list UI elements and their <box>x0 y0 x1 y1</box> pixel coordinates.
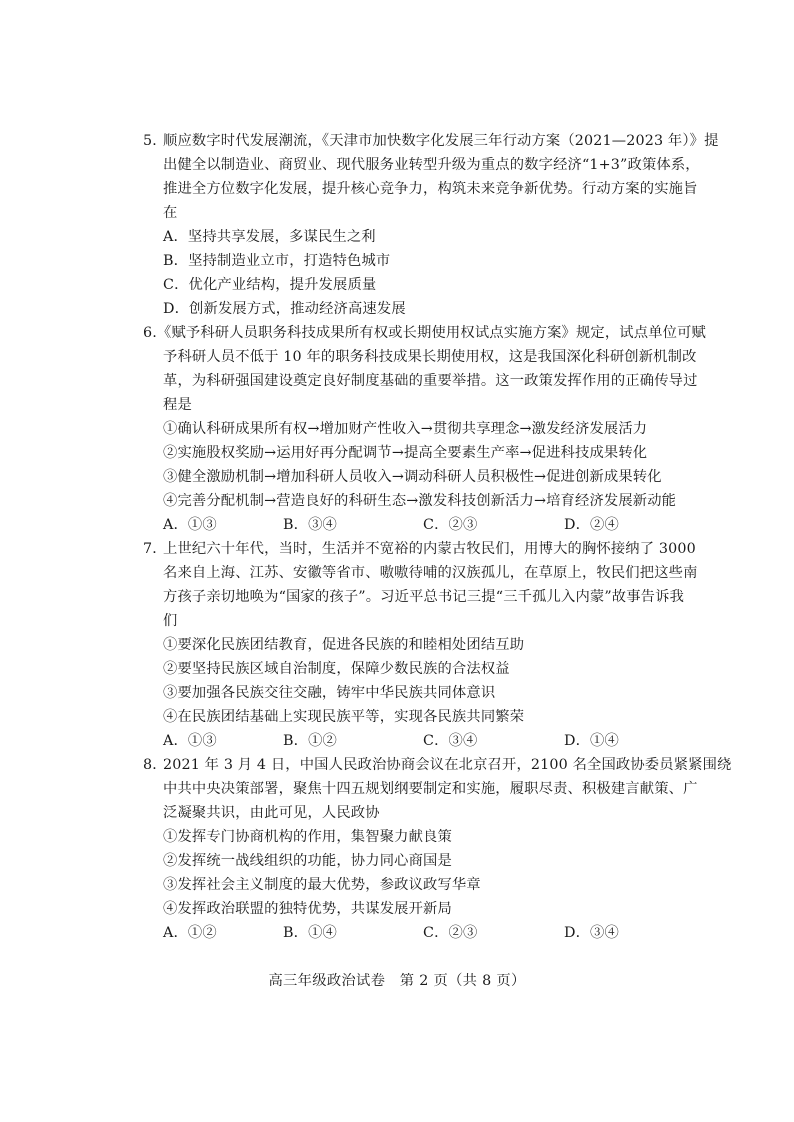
question-5-option-d: D．创新发展方式，推动经济高速发展 <box>163 301 406 317</box>
question-5-stem-line-1: 顺应数字时代发展潮流，《天津市加快数字化发展三年行动方案（2021—2023 年）》提 <box>163 133 719 149</box>
question-6-item-1: ①确认科研成果所有权→增加财产性收入→贯彻共享理念→激发经济发展活力 <box>163 421 648 437</box>
question-6-number: 6. <box>143 325 157 341</box>
question-7-option-c: C．③④ <box>423 733 478 749</box>
question-8-item-1: ①发挥专门协商机构的作用，集智聚力献良策 <box>163 829 452 845</box>
question-5-number: 5． <box>143 133 167 149</box>
question-8-stem-line-1: 2021 年 3 月 4 日，中国人民政治协商会议在北京召开，2100 名全国政协委员紧紧围绕 <box>163 757 732 773</box>
question-5-option-b: B．坚持制造业立市，打造特色城市 <box>163 253 391 269</box>
question-7-item-2: ②要坚持民族区域自治制度，保障少数民族的合法权益 <box>163 661 510 677</box>
page-footer: 高三年级政治试卷 第 2 页（共 8 页） <box>268 973 526 989</box>
question-7-item-3: ③要加强各民族交往交融，铸牢中华民族共同体意识 <box>163 685 496 701</box>
question-7-number: 7． <box>143 541 167 557</box>
question-7-stem-line-4: 们 <box>163 613 178 629</box>
question-6-item-3: ③健全激励机制→增加科研人员收入→调动科研人员积极性→促进创新成果转化 <box>163 469 662 485</box>
question-8-stem-line-3: 泛凝聚共识，由此可见，人民政协 <box>163 805 380 821</box>
question-7-option-a: A．①③ <box>163 733 217 749</box>
question-6-item-2: ②实施股权奖励→运用好再分配调节→提高全要素生产率→促进科技成果转化 <box>163 445 648 461</box>
question-6-stem-line-4: 程是 <box>163 397 192 413</box>
question-8-option-d: D．③④ <box>564 925 619 941</box>
question-7-stem-line-1: 上世纪六十年代，当时，生活并不宽裕的内蒙古牧民们，用博大的胸怀接纳了 3000 <box>163 541 696 557</box>
question-6-stem-line-2: 予科研人员不低于 10 年的职务科技成果长期使用权，这是我国深化科研创新机制改 <box>163 349 697 365</box>
question-6-option-c: C．②③ <box>423 517 478 533</box>
question-8-item-2: ②发挥统一战线组织的功能，协力同心商国是 <box>163 853 452 869</box>
question-8-option-a: A．①② <box>163 925 217 941</box>
question-8-number: 8． <box>143 757 167 773</box>
question-8-item-3: ③发挥社会主义制度的最大优势，参政议政写华章 <box>163 877 481 893</box>
question-5-option-a: A．坚持共享发展，多谋民生之利 <box>163 229 376 245</box>
question-6-option-d: D．②④ <box>564 517 619 533</box>
question-6-stem-line-3: 革，为科研强国建设奠定良好制度基础的重要举措。这一政策发挥作用的正确传导过 <box>163 373 698 389</box>
question-6-option-a: A．①③ <box>163 517 217 533</box>
question-7-stem-line-3: 方孩子亲切地唤为“国家的孩子”。习近平总书记三提“三千孤儿入内蒙”故事告诉我 <box>163 589 685 605</box>
question-6-option-b: B．③④ <box>283 517 337 533</box>
question-7-option-b: B．①② <box>283 733 337 749</box>
question-8-option-b: B．①④ <box>283 925 337 941</box>
question-7-stem-line-2: 名来自上海、江苏、安徽等省市、嗷嗷待哺的汉族孤儿，在草原上，牧民们把这些南 <box>163 565 698 581</box>
question-7-item-1: ①要深化民族团结教育，促进各民族的和睦相处团结互助 <box>163 637 525 653</box>
question-6-stem-line-1: 《赋予科研人员职务科技成果所有权或长期使用权试点实施方案》规定，试点单位可赋 <box>157 325 706 341</box>
question-5-option-c: C．优化产业结构，提升发展质量 <box>163 277 377 293</box>
question-8-item-4: ④发挥政治联盟的独特优势，共谋发展开新局 <box>163 901 452 917</box>
question-6-item-4: ④完善分配机制→营造良好的科研生态→激发科技创新活力→培育经济发展新动能 <box>163 493 677 509</box>
question-5-stem-line-2: 出健全以制造业、商贸业、现代服务业转型升级为重点的数字经济“1+3”政策体系， <box>163 157 700 173</box>
question-8-stem-line-2: 中共中央决策部署，聚焦十四五规划纲要制定和实施，履职尽责、积极建言献策、广 <box>163 781 698 797</box>
question-5-stem-line-3: 推进全方位数字化发展，提升核心竞争力，构筑未来竞争新优势。行动方案的实施旨 <box>163 181 698 197</box>
question-5-stem-line-4: 在 <box>163 205 178 221</box>
question-7-item-4: ④在民族团结基础上实现民族平等，实现各民族共同繁荣 <box>163 709 525 725</box>
question-8-option-c: C．②③ <box>423 925 478 941</box>
question-7-option-d: D．①④ <box>564 733 619 749</box>
